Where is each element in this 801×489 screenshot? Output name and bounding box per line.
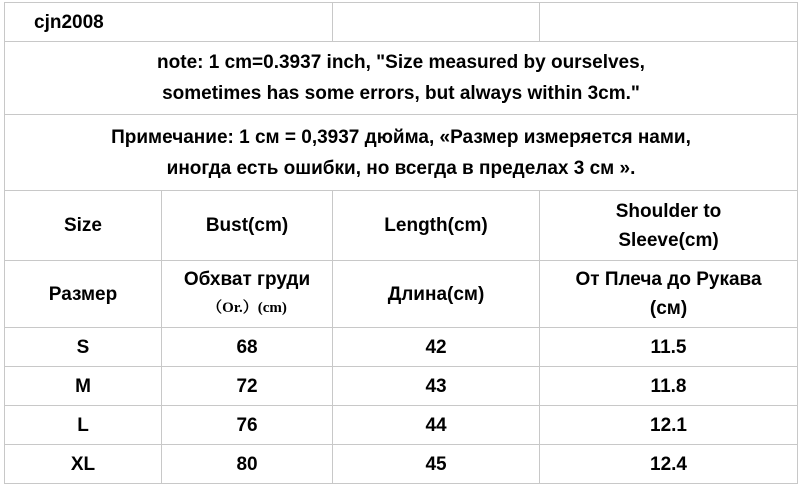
russian-note	[5, 115, 798, 191]
bust-cell: 68	[162, 328, 333, 367]
english-note-line: sometimes has some errors, but always within 3cm."	[162, 83, 640, 104]
english-note	[5, 42, 798, 115]
header-length: Length(cm)	[333, 191, 540, 261]
header-bust-ru-line: Обхват груди	[183, 269, 311, 290]
bust-cell: 80	[162, 445, 333, 484]
length-cell: 43	[333, 367, 540, 406]
length-cell: 44	[333, 406, 540, 445]
header-shoulder-ru-line: От Плеча до Рукава	[575, 269, 762, 290]
shoulder-cell: 11.5	[540, 328, 798, 367]
bust-cell: 72	[162, 367, 333, 406]
table-row	[5, 445, 798, 484]
size-cell: XL	[5, 445, 162, 484]
header-size: Size	[5, 191, 162, 261]
table-row	[5, 328, 798, 367]
shoulder-cell: 11.8	[540, 367, 798, 406]
brand-cell	[5, 3, 333, 42]
bust-cell: 76	[162, 406, 333, 445]
header-shoulder-ru-line: (см)	[649, 298, 688, 319]
russian-note-line: Примечание: 1 см = 0,3937 дюйма, «Размер измеряется нами,	[111, 126, 691, 148]
size-cell: S	[5, 328, 162, 367]
length-cell: 45	[333, 445, 540, 484]
shoulder-cell: 12.4	[540, 445, 798, 484]
table-row	[5, 406, 798, 445]
header-shoulder-line: Sleeve(cm)	[618, 229, 719, 251]
length-cell: 42	[333, 328, 540, 367]
english-note-row	[5, 42, 798, 115]
size-cell: M	[5, 367, 162, 406]
empty-cell	[540, 3, 798, 42]
russian-note-line: иногда есть ошибки, но всегда в пределах 3 см ».	[166, 157, 636, 179]
header-length-ru: Длина(см)	[333, 261, 540, 328]
size-cell: L	[5, 406, 162, 445]
english-header-row	[5, 191, 798, 261]
brand-row	[5, 3, 798, 42]
header-size-ru: Размер	[5, 261, 162, 328]
header-shoulder-line: Shoulder to	[615, 200, 722, 222]
brand-label: cjn2008	[34, 11, 104, 33]
size-chart-table	[4, 2, 798, 484]
shoulder-cell: 12.1	[540, 406, 798, 445]
header-shoulder-ru	[540, 261, 798, 328]
header-bust: Bust(cm)	[162, 191, 333, 261]
english-note-line: note: 1 cm=0.3937 inch, "Size measured by ourselves,	[157, 52, 645, 73]
header-bust-ru-line: （Or.）(cm)	[207, 300, 287, 316]
russian-header-row	[5, 261, 798, 328]
russian-note-row	[5, 115, 798, 191]
header-shoulder	[540, 191, 798, 261]
empty-cell	[333, 3, 540, 42]
header-bust-ru	[162, 261, 333, 328]
table-row	[5, 367, 798, 406]
